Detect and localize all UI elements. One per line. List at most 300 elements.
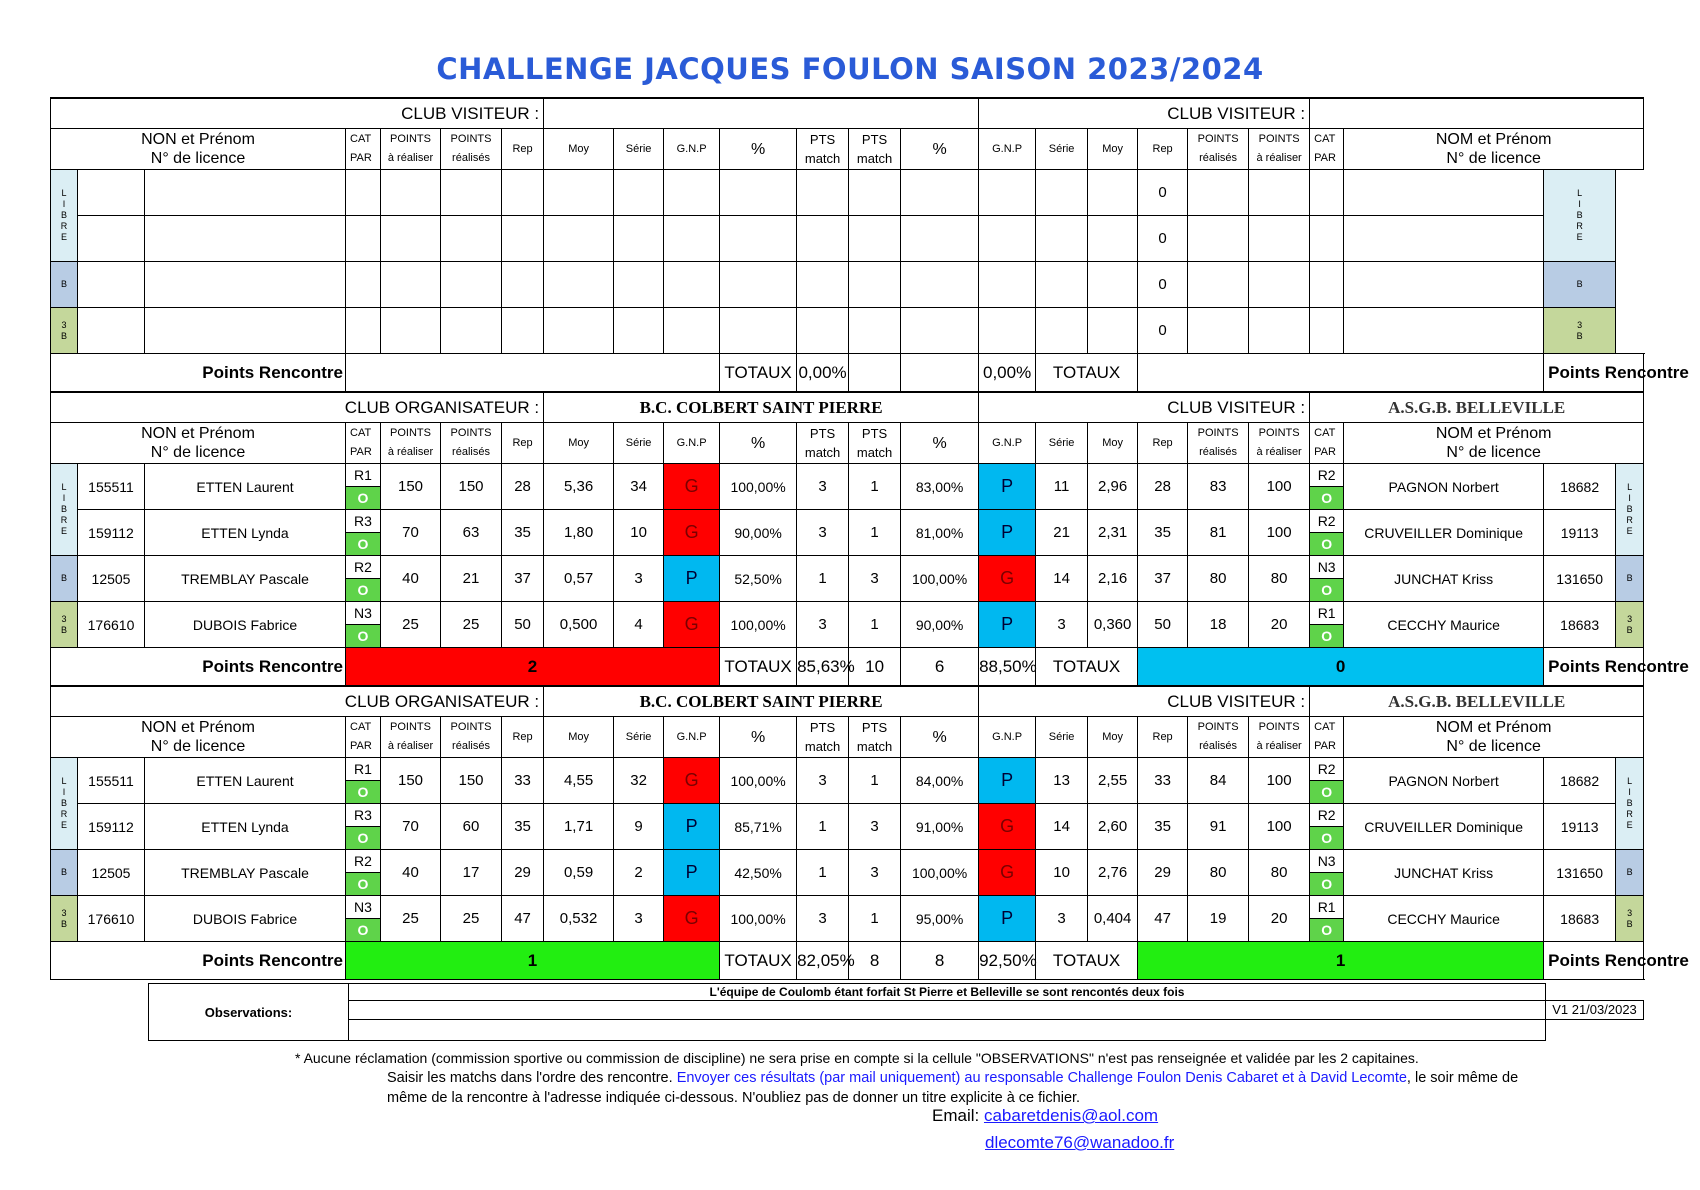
serie-right[interactable]: 13 xyxy=(1036,758,1088,804)
points-target-right[interactable]: 80 xyxy=(1249,850,1310,896)
licence-left[interactable]: 12505 xyxy=(78,850,145,896)
rep-right-cell[interactable]: 0 xyxy=(1138,216,1188,262)
serie-left[interactable]: 3 xyxy=(614,556,664,602)
empty-cell[interactable] xyxy=(346,308,381,354)
serie-left[interactable]: 9 xyxy=(614,804,664,850)
points-done-right[interactable]: 91 xyxy=(1188,804,1249,850)
empty-cell[interactable] xyxy=(664,216,720,262)
serie-left[interactable]: 2 xyxy=(614,850,664,896)
player-right[interactable]: CRUVEILLER Dominique xyxy=(1344,804,1544,850)
club-left-name[interactable]: B.C. COLBERT SAINT PIERRE xyxy=(544,686,979,717)
header-cat: CAT PAR xyxy=(346,129,381,170)
empty-cell[interactable] xyxy=(145,170,346,216)
empty-cell[interactable] xyxy=(1036,308,1088,354)
empty-cell[interactable] xyxy=(979,216,1036,262)
rep-right-cell[interactable]: 0 xyxy=(1138,262,1188,308)
empty-cell[interactable] xyxy=(797,170,849,216)
category-left[interactable]: R3 O xyxy=(346,510,381,556)
moy-right: 2,96 xyxy=(1088,464,1138,510)
header-serie: Série xyxy=(614,423,664,464)
points-target-right[interactable]: 100 xyxy=(1249,510,1310,556)
category-right[interactable]: R1 O xyxy=(1310,896,1344,942)
points-done-right[interactable]: 83 xyxy=(1188,464,1249,510)
serie-right[interactable]: 10 xyxy=(1036,850,1088,896)
match-table xyxy=(50,97,1689,980)
moy-right: 2,55 xyxy=(1088,758,1138,804)
licence-right[interactable]: 18683 xyxy=(1544,896,1616,942)
empty-cell[interactable] xyxy=(78,308,145,354)
header-player-right: NOM et Prénom N° de licence xyxy=(1344,129,1644,170)
empty-cell[interactable] xyxy=(720,308,797,354)
discipline-b3: 3 B xyxy=(51,308,78,354)
empty-cell[interactable] xyxy=(720,170,797,216)
points-target-left[interactable]: 25 xyxy=(381,896,441,942)
points-target-right[interactable]: 100 xyxy=(1249,804,1310,850)
points-done-left[interactable]: 25 xyxy=(441,602,502,648)
total-pts-left xyxy=(849,354,901,393)
empty-cell[interactable] xyxy=(797,216,849,262)
email-row xyxy=(932,1106,1158,1126)
serie-left[interactable]: 4 xyxy=(614,602,664,648)
licence-left[interactable]: 155511 xyxy=(78,758,145,804)
match-row xyxy=(51,804,1644,850)
header-gnp: G.N.P xyxy=(664,423,720,464)
header-points-target: POINTS à réaliser xyxy=(381,129,441,170)
empty-cell[interactable] xyxy=(544,262,614,308)
empty-cell[interactable] xyxy=(1344,170,1544,216)
points-done-left[interactable]: 21 xyxy=(441,556,502,602)
player-left[interactable]: ETTEN Lynda xyxy=(145,510,346,556)
pts-left: 1 xyxy=(797,850,849,896)
points-done-right[interactable]: 84 xyxy=(1188,758,1249,804)
match-row-empty xyxy=(51,216,1644,262)
points-done-left[interactable]: 60 xyxy=(441,804,502,850)
pct-left: 42,50% xyxy=(720,850,797,896)
points-rencontre-left: 2 xyxy=(346,648,720,687)
points-done-right[interactable]: 19 xyxy=(1188,896,1249,942)
empty-cell[interactable] xyxy=(1088,216,1138,262)
gnp-left: G xyxy=(664,758,720,804)
empty-cell[interactable] xyxy=(614,262,664,308)
header-pts: PTS match xyxy=(797,717,849,758)
empty-cell[interactable] xyxy=(1249,262,1310,308)
match-row xyxy=(51,464,1644,510)
empty-cell[interactable] xyxy=(979,308,1036,354)
empty-cell[interactable] xyxy=(614,216,664,262)
serie-left[interactable]: 10 xyxy=(614,510,664,556)
empty-cell[interactable] xyxy=(502,308,544,354)
player-right[interactable]: PAGNON Norbert xyxy=(1344,464,1544,510)
licence-left[interactable]: 159112 xyxy=(78,804,145,850)
serie-right[interactable]: 3 xyxy=(1036,602,1088,648)
header-rep-right: Rep xyxy=(1138,717,1188,758)
moy-right: 2,60 xyxy=(1088,804,1138,850)
empty-cell[interactable] xyxy=(381,262,441,308)
moy-right: 0,360 xyxy=(1088,602,1138,648)
pct-right: 90,00% xyxy=(901,602,979,648)
empty-cell[interactable] xyxy=(1344,308,1544,354)
rep-right[interactable]: 33 xyxy=(1138,758,1188,804)
header-pts: PTS match xyxy=(797,423,849,464)
empty-cell[interactable] xyxy=(901,170,979,216)
empty-cell[interactable] xyxy=(1344,216,1544,262)
pts-left: 3 xyxy=(797,896,849,942)
empty-cell[interactable] xyxy=(849,308,901,354)
points-target-left[interactable]: 150 xyxy=(381,464,441,510)
player-right[interactable]: CRUVEILLER Dominique xyxy=(1344,510,1544,556)
rep-right[interactable]: 28 xyxy=(1138,464,1188,510)
pts-right: 1 xyxy=(849,602,901,648)
rep-right-cell[interactable]: 0 xyxy=(1138,308,1188,354)
points-done-left[interactable]: 25 xyxy=(441,896,502,942)
discipline-b3: 3 B xyxy=(51,896,78,942)
licence-left[interactable]: 176610 xyxy=(78,602,145,648)
points-target-right[interactable]: 20 xyxy=(1249,602,1310,648)
empty-cell[interactable] xyxy=(441,170,502,216)
empty-cell[interactable] xyxy=(544,216,614,262)
gnp-right: P xyxy=(979,510,1036,556)
category-right[interactable]: R1 O xyxy=(1310,602,1344,648)
empty-cell[interactable] xyxy=(1036,170,1088,216)
points-target-left[interactable]: 70 xyxy=(381,510,441,556)
empty-cell[interactable] xyxy=(1249,216,1310,262)
licence-right[interactable]: 19113 xyxy=(1544,510,1616,556)
category-right[interactable]: R2 O xyxy=(1310,804,1344,850)
category-left[interactable]: R2 O xyxy=(346,556,381,602)
empty-cell[interactable] xyxy=(441,216,502,262)
category-left[interactable]: R3 O xyxy=(346,804,381,850)
empty-cell[interactable] xyxy=(502,216,544,262)
licence-right[interactable]: 18683 xyxy=(1544,602,1616,648)
licence-right[interactable]: 19113 xyxy=(1544,804,1616,850)
header-pct: % xyxy=(720,129,797,170)
gnp-right: G xyxy=(979,556,1036,602)
empty-cell[interactable] xyxy=(78,262,145,308)
club-right-label: CLUB VISITEUR : xyxy=(979,98,1310,129)
player-left[interactable]: ETTEN Lynda xyxy=(145,804,346,850)
serie-right[interactable]: 14 xyxy=(1036,804,1088,850)
rep-left[interactable]: 28 xyxy=(502,464,544,510)
header-serie-right: Série xyxy=(1036,129,1088,170)
licence-right[interactable]: 131650 xyxy=(1544,850,1616,896)
empty-cell[interactable] xyxy=(78,170,145,216)
points-target-left[interactable]: 150 xyxy=(381,758,441,804)
empty-cell[interactable] xyxy=(145,308,346,354)
empty-cell[interactable] xyxy=(979,170,1036,216)
rep-right-cell[interactable]: 0 xyxy=(1138,170,1188,216)
points-target-left[interactable]: 40 xyxy=(381,556,441,602)
points-rencontre-left[interactable] xyxy=(346,354,720,393)
licence-left[interactable]: 159112 xyxy=(78,510,145,556)
instructions-part-b: Envoyer ces résultats (par mail uniquement) au responsable Challenge Foulon Denis Cabaret et à David Lecomte xyxy=(676,1070,1407,1086)
club-left-name[interactable] xyxy=(544,98,979,129)
header-points-target-right: POINTS à réaliser xyxy=(1249,423,1310,464)
rep-right[interactable]: 47 xyxy=(1138,896,1188,942)
empty-cell[interactable] xyxy=(346,170,381,216)
empty-cell[interactable] xyxy=(441,262,502,308)
club-right-name[interactable]: A.S.G.B. BELLEVILLE xyxy=(1310,686,1644,717)
header-points-done: POINTS réalisés xyxy=(441,717,502,758)
total-pts-left: 10 xyxy=(849,648,901,687)
empty-cell[interactable] xyxy=(664,170,720,216)
discipline-b3: 3 B xyxy=(51,602,78,648)
moy-left: 0,57 xyxy=(544,556,614,602)
player-left[interactable]: DUBOIS Fabrice xyxy=(145,896,346,942)
empty-cell[interactable] xyxy=(1088,308,1138,354)
serie-left[interactable]: 3 xyxy=(614,896,664,942)
empty-cell[interactable] xyxy=(797,308,849,354)
observations-label: Observations: xyxy=(149,984,349,1041)
observations-text[interactable]: L'équipe de Coulomb étant forfait St Pierre et Belleville se sont rencontés deux fois xyxy=(349,984,1546,1001)
points-done-right[interactable]: 18 xyxy=(1188,602,1249,648)
pct-left: 100,00% xyxy=(720,758,797,804)
points-done-left[interactable]: 150 xyxy=(441,758,502,804)
pts-right: 3 xyxy=(849,850,901,896)
serie-left[interactable]: 32 xyxy=(614,758,664,804)
player-right[interactable]: PAGNON Norbert xyxy=(1344,758,1544,804)
empty-cell[interactable] xyxy=(381,216,441,262)
discipline-b: B xyxy=(51,262,78,308)
observations-line-2[interactable] xyxy=(349,1001,1546,1019)
match-row xyxy=(51,510,1644,556)
club-right-name[interactable]: A.S.G.B. BELLEVILLE xyxy=(1310,392,1644,423)
category-left[interactable]: N3 O xyxy=(346,602,381,648)
header-player-right: NOM et Prénom N° de licence xyxy=(1344,717,1644,758)
empty-cell[interactable] xyxy=(1188,216,1249,262)
club-right-name[interactable] xyxy=(1310,98,1644,129)
points-done-right[interactable]: 80 xyxy=(1188,850,1249,896)
points-target-left[interactable]: 70 xyxy=(381,804,441,850)
points-rencontre-right[interactable] xyxy=(1138,354,1544,393)
empty-cell[interactable] xyxy=(1088,262,1138,308)
email-link-lecomte[interactable]: dlecomte76@wanadoo.fr xyxy=(985,1133,1175,1152)
serie-left[interactable]: 34 xyxy=(614,464,664,510)
pts-right: 1 xyxy=(849,510,901,556)
empty-cell[interactable] xyxy=(145,216,346,262)
email-row-2 xyxy=(985,1133,1174,1153)
empty-cell[interactable] xyxy=(346,262,381,308)
serie-right[interactable]: 3 xyxy=(1036,896,1088,942)
points-rencontre-right-label: Points Rencontre xyxy=(1544,354,1644,393)
rep-left[interactable]: 33 xyxy=(502,758,544,804)
empty-cell[interactable] xyxy=(78,216,145,262)
empty-cell[interactable] xyxy=(720,262,797,308)
category-right[interactable]: R2 O xyxy=(1310,758,1344,804)
header-serie-right: Série xyxy=(1036,423,1088,464)
player-right[interactable]: JUNCHAT Kriss xyxy=(1344,850,1544,896)
club-right-label: CLUB VISITEUR : xyxy=(979,686,1310,717)
header-cat-right: CAT PAR xyxy=(1310,129,1344,170)
category-left[interactable]: R2 O xyxy=(346,850,381,896)
empty-cell[interactable] xyxy=(1088,170,1138,216)
disclaimer-note: * Aucune réclamation (commission sportive ou commission de discipline) ne sera prise en compte si la cellule "OBSERVATIONS" n'est pas renseignée et validée par les 2 capitaines. xyxy=(295,1050,1419,1066)
category-left[interactable]: N3 O xyxy=(346,896,381,942)
empty-cell[interactable] xyxy=(1036,216,1088,262)
instructions-part-c: , le soir même de xyxy=(1406,1070,1519,1086)
empty-cell[interactable] xyxy=(1188,308,1249,354)
points-target-left[interactable]: 25 xyxy=(381,602,441,648)
moy-right: 2,16 xyxy=(1088,556,1138,602)
player-left[interactable]: ETTEN Laurent xyxy=(145,758,346,804)
instructions-part-a: Saisir les matchs dans l'ordre des rencontre. xyxy=(387,1070,673,1086)
empty-cell[interactable] xyxy=(849,262,901,308)
instructions-line-2: même de la rencontre à l'adresse indiquée ci-dessous. N'oubliez pas de donner un titre explicite à ce fichier. xyxy=(387,1090,1081,1106)
rep-left[interactable]: 29 xyxy=(502,850,544,896)
rep-right[interactable]: 37 xyxy=(1138,556,1188,602)
header-player-left: NON et Prénom N° de licence xyxy=(51,717,346,758)
points-target-right[interactable]: 100 xyxy=(1249,464,1310,510)
rep-right[interactable]: 35 xyxy=(1138,510,1188,556)
empty-cell[interactable] xyxy=(797,262,849,308)
empty-cell[interactable] xyxy=(664,308,720,354)
empty-cell[interactable] xyxy=(1310,262,1344,308)
empty-cell[interactable] xyxy=(1188,262,1249,308)
player-right[interactable]: CECCHY Maurice xyxy=(1344,896,1544,942)
empty-cell[interactable] xyxy=(1249,308,1310,354)
player-left[interactable]: DUBOIS Fabrice xyxy=(145,602,346,648)
licence-right[interactable]: 131650 xyxy=(1544,556,1616,602)
empty-cell[interactable] xyxy=(849,216,901,262)
empty-cell[interactable] xyxy=(381,170,441,216)
empty-cell[interactable] xyxy=(901,216,979,262)
points-done-left[interactable]: 17 xyxy=(441,850,502,896)
category-left[interactable]: R1 O xyxy=(346,464,381,510)
moy-left: 1,71 xyxy=(544,804,614,850)
points-done-right[interactable]: 81 xyxy=(1188,510,1249,556)
total-pct-left: 0,00% xyxy=(797,354,849,393)
empty-cell[interactable] xyxy=(720,216,797,262)
header-pct: % xyxy=(720,423,797,464)
empty-cell[interactable] xyxy=(1188,170,1249,216)
empty-cell[interactable] xyxy=(1310,170,1344,216)
club-row xyxy=(51,686,1644,717)
club-left-label: CLUB ORGANISATEUR : xyxy=(51,392,544,423)
gnp-left: G xyxy=(664,464,720,510)
serie-right[interactable]: 14 xyxy=(1036,556,1088,602)
empty-cell[interactable] xyxy=(979,262,1036,308)
match-row xyxy=(51,758,1644,804)
empty-cell[interactable] xyxy=(901,308,979,354)
empty-cell[interactable] xyxy=(1310,216,1344,262)
rep-right[interactable]: 29 xyxy=(1138,850,1188,896)
player-right[interactable]: JUNCHAT Kriss xyxy=(1344,556,1544,602)
header-moy-right: Moy xyxy=(1088,129,1138,170)
rep-left[interactable]: 35 xyxy=(502,510,544,556)
moy-right: 0,404 xyxy=(1088,896,1138,942)
total-pts-left: 8 xyxy=(849,942,901,980)
discipline-libre: L I B R E xyxy=(51,758,78,850)
header-rep-right: Rep xyxy=(1138,423,1188,464)
empty-cell[interactable] xyxy=(346,216,381,262)
rep-left[interactable]: 50 xyxy=(502,602,544,648)
pts-left: 3 xyxy=(797,464,849,510)
points-done-left[interactable]: 63 xyxy=(441,510,502,556)
empty-cell[interactable] xyxy=(614,170,664,216)
empty-cell[interactable] xyxy=(145,262,346,308)
club-left-label: CLUB VISITEUR : xyxy=(51,98,544,129)
pct-right: 100,00% xyxy=(901,850,979,896)
moy-left: 0,532 xyxy=(544,896,614,942)
licence-left[interactable]: 155511 xyxy=(78,464,145,510)
pts-right: 3 xyxy=(849,804,901,850)
total-pct-right: 88,50% xyxy=(979,648,1036,687)
licence-right[interactable]: 18682 xyxy=(1544,758,1616,804)
serie-right[interactable]: 11 xyxy=(1036,464,1088,510)
player-right[interactable]: CECCHY Maurice xyxy=(1344,602,1544,648)
empty-cell[interactable] xyxy=(502,170,544,216)
gnp-right: G xyxy=(979,804,1036,850)
category-right[interactable]: N3 O xyxy=(1310,556,1344,602)
observations-line-3[interactable] xyxy=(349,1019,1546,1040)
rep-left[interactable]: 37 xyxy=(502,556,544,602)
category-right[interactable]: R2 O xyxy=(1310,510,1344,556)
points-target-right[interactable]: 100 xyxy=(1249,758,1310,804)
discipline-b3: 3 B xyxy=(1544,308,1616,354)
licence-left[interactable]: 176610 xyxy=(78,896,145,942)
header-pts-right: PTS match xyxy=(849,129,901,170)
pct-right: 95,00% xyxy=(901,896,979,942)
discipline-b3: 3 B xyxy=(1616,602,1644,648)
empty-cell[interactable] xyxy=(544,308,614,354)
gnp-left: G xyxy=(664,602,720,648)
points-done-left[interactable]: 150 xyxy=(441,464,502,510)
player-left[interactable]: TREMBLAY Pascale xyxy=(145,556,346,602)
category-right[interactable]: R2 O xyxy=(1310,464,1344,510)
licence-left[interactable]: 12505 xyxy=(78,556,145,602)
empty-cell[interactable] xyxy=(1310,308,1344,354)
header-cat: CAT PAR xyxy=(346,423,381,464)
player-left[interactable]: ETTEN Laurent xyxy=(145,464,346,510)
points-target-right[interactable]: 20 xyxy=(1249,896,1310,942)
licence-right[interactable]: 18682 xyxy=(1544,464,1616,510)
moy-right: 2,31 xyxy=(1088,510,1138,556)
match-row-empty xyxy=(51,170,1644,216)
points-target-right[interactable]: 80 xyxy=(1249,556,1310,602)
rep-right[interactable]: 50 xyxy=(1138,602,1188,648)
category-left[interactable]: R1 O xyxy=(346,758,381,804)
empty-cell[interactable] xyxy=(901,262,979,308)
pct-left: 52,50% xyxy=(720,556,797,602)
rep-right[interactable]: 35 xyxy=(1138,804,1188,850)
header-points-done-right: POINTS réalisés xyxy=(1188,129,1249,170)
club-left-name[interactable]: B.C. COLBERT SAINT PIERRE xyxy=(544,392,979,423)
club-row xyxy=(51,392,1644,423)
empty-cell[interactable] xyxy=(381,308,441,354)
empty-cell[interactable] xyxy=(1344,262,1544,308)
empty-cell[interactable] xyxy=(1036,262,1088,308)
total-pts-right: 6 xyxy=(901,648,979,687)
empty-cell[interactable] xyxy=(849,170,901,216)
total-pct-left: 85,63% xyxy=(797,648,849,687)
header-points-done-right: POINTS réalisés xyxy=(1188,423,1249,464)
empty-cell[interactable] xyxy=(1249,170,1310,216)
rep-left[interactable]: 47 xyxy=(502,896,544,942)
empty-cell[interactable] xyxy=(544,170,614,216)
player-left[interactable]: TREMBLAY Pascale xyxy=(145,850,346,896)
email-link-cabaret[interactable]: cabaretdenis@aol.com xyxy=(983,1106,1159,1125)
empty-cell[interactable] xyxy=(614,308,664,354)
pts-left: 3 xyxy=(797,758,849,804)
empty-cell[interactable] xyxy=(664,262,720,308)
rep-left[interactable]: 35 xyxy=(502,804,544,850)
empty-cell[interactable] xyxy=(502,262,544,308)
points-done-right[interactable]: 80 xyxy=(1188,556,1249,602)
serie-right[interactable]: 21 xyxy=(1036,510,1088,556)
column-header-row xyxy=(51,717,1644,758)
category-right[interactable]: N3 O xyxy=(1310,850,1344,896)
points-target-left[interactable]: 40 xyxy=(381,850,441,896)
empty-cell[interactable] xyxy=(441,308,502,354)
